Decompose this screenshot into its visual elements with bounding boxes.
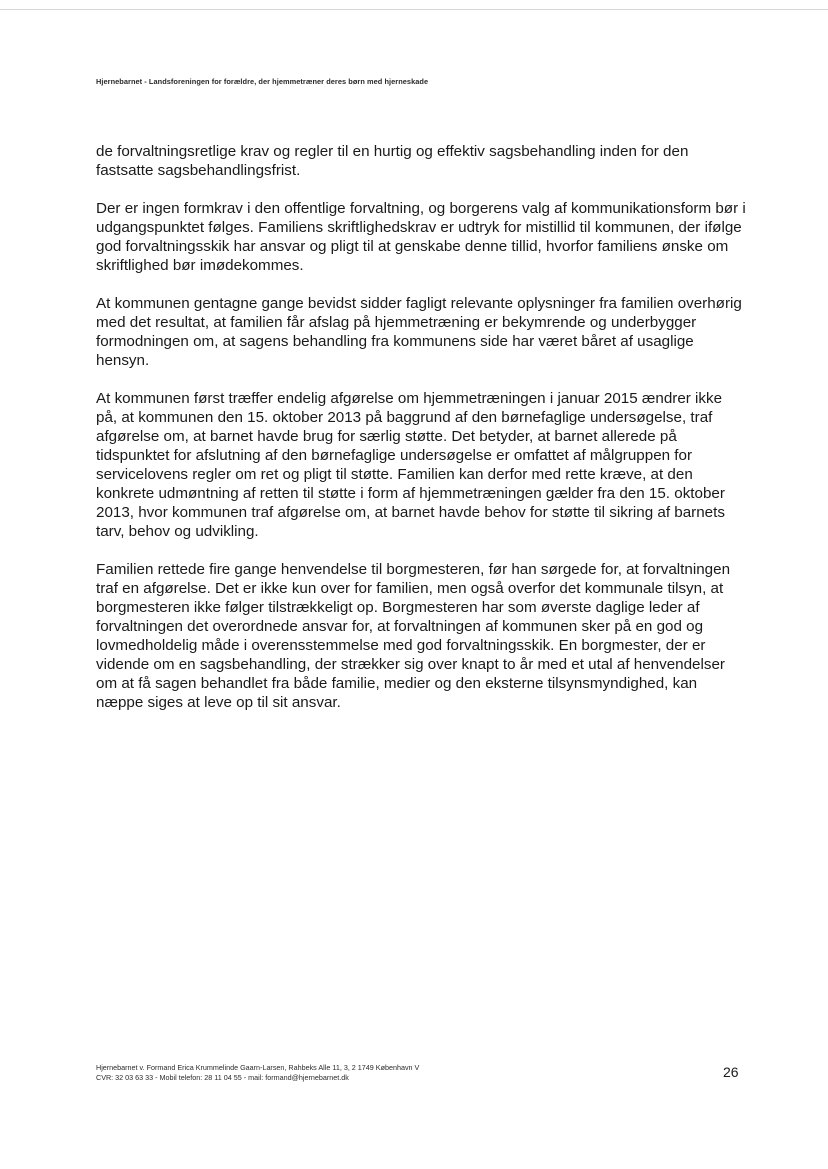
paragraph-5: Familien rettede fire gange henvendelse til borgmesteren, før han sørgede for, at forvaltningen traf en afgørelse. Det er ikke kun over for familien, men også overfor det kommunale tilsyn, at borgmesteren ikke følger tilstrækkeligt op. Borgmesteren har som øverste daglige leder af forvaltningen det overordnede ansvar for, at forvaltningen af kommunen sker på en god og lovmedholdelig måde i overensstemmelse med god forvaltningsskik. En borgmester, der er vidende om en sagsbehandling, der strækker sig over knapt to år med et utal af henvendelser om at få sagen behandlet fra både familie, medier og den eksterne tilsynsmyndighed, kan næppe siges at leve op til sit ansvar. — [96, 561, 731, 711]
paragraph-2: Der er ingen formkrav i den offentlige forvaltning, og borgerens valg af kommunikationsform bør i udgangspunktet følges. Familiens skriftlighedskrav er udtryk for mistillid til kommunen, der ifølge god forvaltningsskik har ansvar og pligt til at genskabe denne tillid, hvorfor familiens ønske om skriftlighed bør imødekommes. — [96, 200, 746, 274]
footer-contact-line: CVR: 32 03 63 33 - Mobil telefon: 28 11 04 55 - mail: formand@hjernebarnet.dk — [96, 1073, 349, 1082]
page-footer — [96, 1063, 419, 1083]
paragraph-4: At kommunen først træffer endelig afgørelse om hjemmetræningen i januar 2015 ændrer ikke på, at kommunen den 15. oktober 2013 på baggrund af den børnefaglige undersøgelse, traf afgørelse om, at barnet havde brug for særlig støtte. Det betyder, at barnet allerede på tidspunktet for afslutning af den børnefaglige undersøgelse er omfattet af målgruppen for servicelovens regler om ret og pligt til støtte. Familien kan derfor med rette kræve, at den konkrete udmøntning af retten til støtte i form af hjemmetræningen gælder fra den 15. oktober 2013, hvor kommunen traf afgørelse om, at barnet havde behov for støtte til sikring af barnets tarv, behov og udvikling. — [96, 390, 725, 540]
paragraph-1: de forvaltningsretlige krav og regler til en hurtig og effektiv sagsbehandling inden for den fastsatte sagsbehandlingsfrist. — [96, 143, 689, 179]
page-header: Hjernebarnet - Landsforeningen for forældre, der hjemmetræner deres børn med hjerneskade — [96, 77, 429, 86]
paragraph-3: At kommunen gentagne gange bevidst sidder fagligt relevante oplysninger fra familien overhørig med det resultat, at familien får afslag på hjemmetræning er bekymrende og underbygger formodningen om, at sagens behandling fra kommunens side har været båret af usaglige hensyn. — [96, 295, 742, 369]
footer-address-line: Hjernebarnet v. Formand Erica Krummelinde Gaarn-Larsen, Rahbeks Alle 11, 3, 2 1749 København V — [96, 1063, 420, 1072]
document-body — [96, 142, 746, 731]
top-divider — [0, 9, 828, 10]
page-number: 26 — [723, 1064, 739, 1080]
